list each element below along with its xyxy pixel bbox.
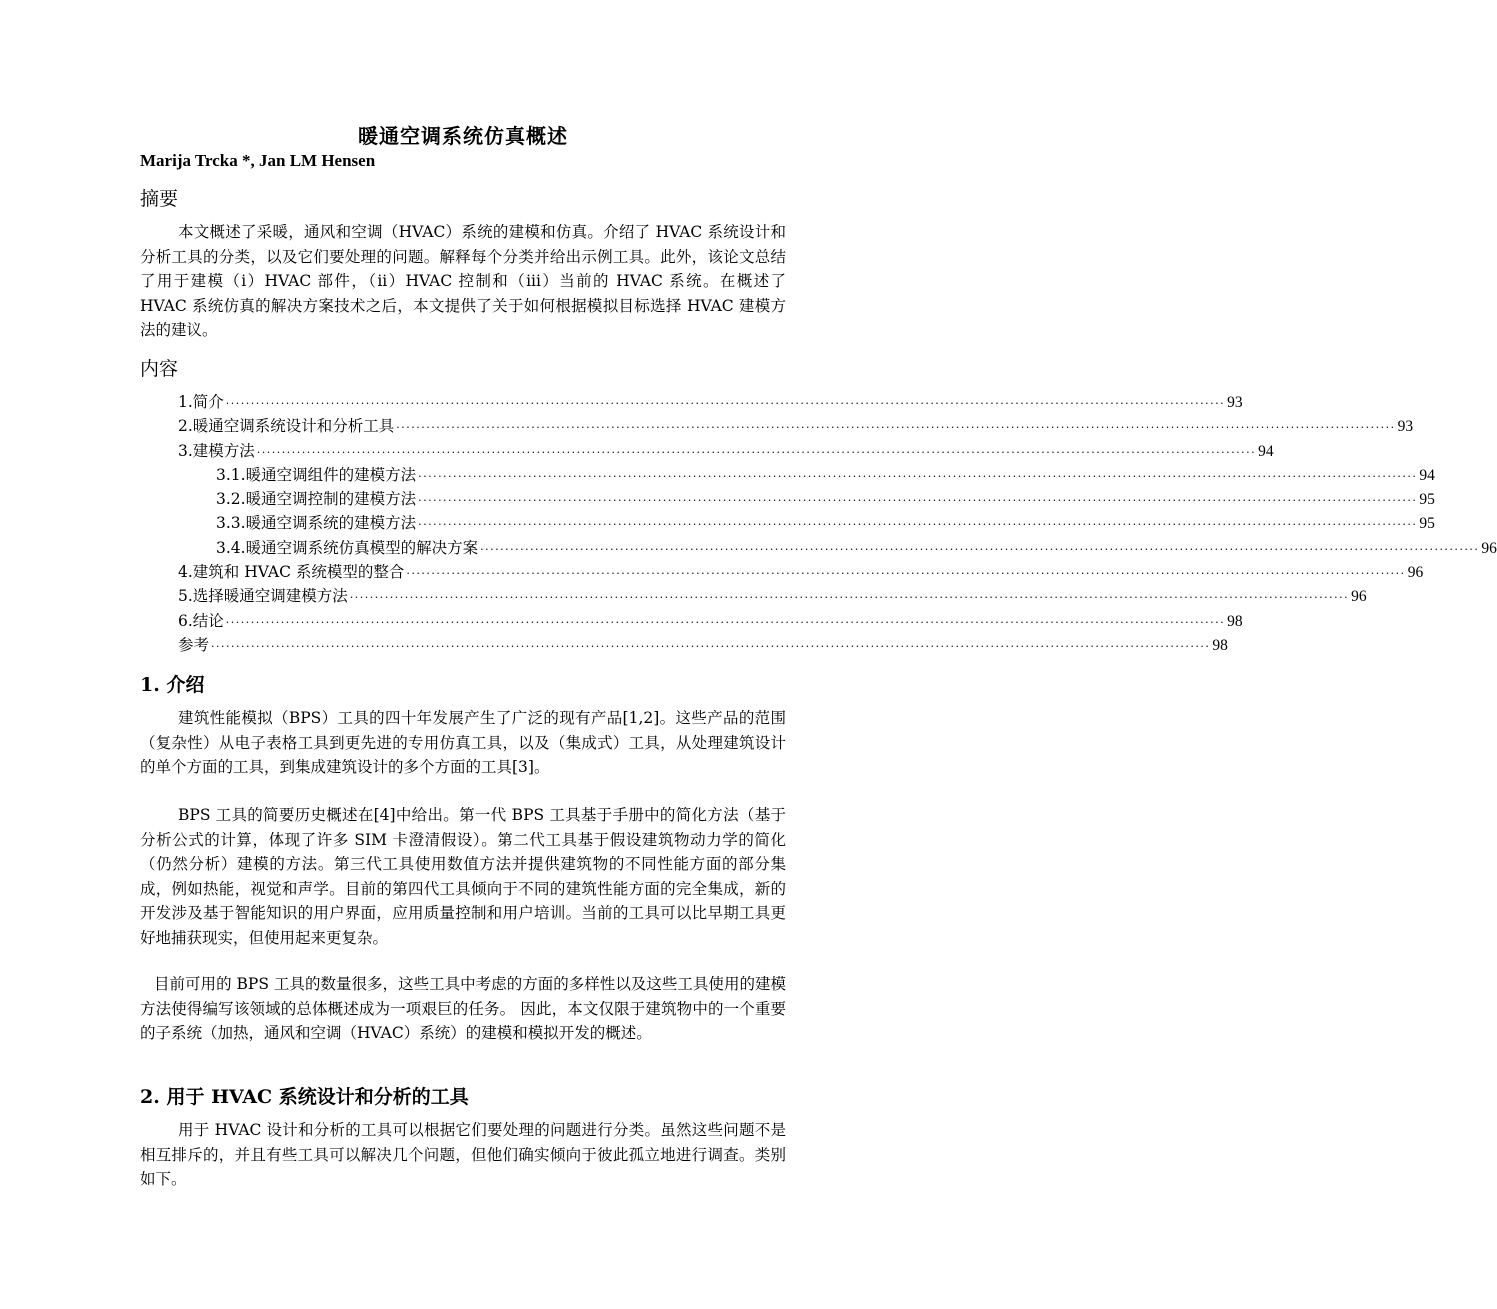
toc-leader-dots: ········································································································································································································ — [256, 445, 1257, 459]
toc-entry-page: 94 — [1258, 442, 1274, 460]
toc-leader-dots: ········································································································································································································ — [349, 591, 1350, 605]
toc-entry-label: 3.1.暖通空调组件的建模方法 — [216, 465, 417, 484]
toc-entry — [178, 414, 1414, 438]
toc-entry-label: 3.3.暖通空调系统的建模方法 — [216, 514, 417, 533]
section-1-heading: 1. 介绍 — [140, 674, 205, 696]
toc-entry-label: 4.建筑和 HVAC 系统模型的整合 — [178, 563, 405, 582]
toc-entry-label: 3.建模方法 — [178, 441, 255, 460]
toc-entry-label: 6.结论 — [178, 611, 224, 630]
toc-leader-dots: ········································································································································································································ — [418, 518, 1418, 532]
toc-entry — [178, 633, 1228, 657]
toc-entry-label: 1.简介 — [178, 393, 224, 411]
toc-leader-dots: ········································································································································································································ — [396, 421, 1396, 435]
toc-leader-dots: ········································································································································································································ — [406, 567, 1406, 581]
toc-entry-page: 98 — [1227, 612, 1243, 630]
toc-entry-label: 3.4.暖通空调系统仿真模型的解决方案 — [216, 538, 479, 557]
toc-entry — [178, 439, 1274, 463]
toc-entry-label: 5.选择暖通空调建模方法 — [178, 587, 348, 606]
toc-entry — [178, 511, 1435, 535]
toc-entry — [178, 390, 1243, 414]
toc-leader-dots: ········································································································································································································ — [211, 639, 1211, 653]
toc-entry — [178, 584, 1367, 608]
toc-leader-dots: ········································································································································································································ — [480, 542, 1480, 556]
section-2-paragraph: 用于 HVAC 设计和分析的工具可以根据它们要处理的问题进行分类。虽然这些问题不是相互排斥的，并且有些工具可以解决几个问题，但他们确实倾向于彼此孤立地进行调查。类别如下。 — [140, 1121, 786, 1188]
toc-entry — [178, 560, 1424, 584]
section-2-heading: 2. 用于 HVAC 系统设计和分析的工具 — [140, 1086, 469, 1108]
toc-entry-label: 3.2.暖通空调控制的建模方法 — [216, 490, 417, 509]
toc-entry-page: 93 — [1397, 418, 1414, 436]
authors: Marija Trcka *, Jan LM Hensen — [140, 151, 376, 170]
toc-entry-page: 94 — [1419, 466, 1435, 484]
toc-entry-page: 95 — [1419, 515, 1435, 533]
toc-entry-page: 95 — [1419, 491, 1435, 509]
abstract-heading: 摘要 — [140, 188, 179, 210]
toc-entry-page: 96 — [1481, 539, 1497, 557]
toc-leader-dots: ········································································································································································································ — [225, 615, 1226, 629]
toc-leader-dots: ········································································································································································································ — [418, 494, 1418, 508]
toc-entry-label: 2.暖通空调系统设计和分析工具 — [178, 417, 395, 436]
toc-entry — [178, 536, 1497, 560]
toc-entry-label: 参考 — [178, 635, 210, 654]
toc-entry — [178, 463, 1435, 487]
abstract-text: 本文概述了采暖，通风和空调（HVAC）系统的建模和仿真。介绍了 HVAC 系统设计和分析工具的分类，以及它们要处理的问题。解释每个分类并给出示例工具。此外，该论文总结了用于建模（i）HVAC 部件，（ii）HVAC 控制和（iii）当前的 HVAC 系统。在概述了 HVAC 系统仿真的解决方案技术之后，本文提供了关于如何根据模拟目标选择 HVAC 建模方法的建议。 — [140, 223, 786, 339]
table-of-contents — [178, 390, 1497, 657]
section-1-paragraph-2: BPS 工具的简要历史概述在[4]中给出。第一代 BPS 工具基于手册中的简化方法（基于分析公式的计算，体现了许多 SIM 卡澄清假设）。第二代工具基于假设建筑物动力学的简化（仍然分析）建模的方法。第三代工具使用数值方法并提供建筑物的不同性能方面的部分集成，例如热能，视觉和声学。目前的第四代工具倾向于不同的建筑性能方面的完全集成，新的开发涉及基于智能知识的用户界面，应用质量控制和用户培训。当前的工具可以比早期工具更好地捕获现实，但使用起来更复杂。 — [140, 806, 786, 947]
toc-entry-page: 93 — [1227, 394, 1243, 411]
contents-heading: 内容 — [140, 358, 179, 380]
toc-entry — [178, 487, 1435, 511]
toc-leader-dots: ········································································································································································································ — [418, 469, 1418, 483]
paper-title: 暖通空调系统仿真概述 — [358, 124, 568, 148]
toc-entry — [178, 609, 1243, 633]
toc-leader-dots: ········································································································································································································ — [225, 397, 1226, 410]
toc-entry-page: 98 — [1212, 636, 1228, 654]
section-1-paragraph-3: 目前可用的 BPS 工具的数量很多，这些工具中考虑的方面的多样性以及这些工具使用的建模方法使得编写该领域的总体概述成为一项艰巨的任务。 因此，本文仅限于建筑物中的一个重要的子系统（加热，通风和空调（HVAC）系统）的建模和模拟开发的概述。 — [140, 975, 786, 1042]
toc-entry-page: 96 — [1407, 564, 1424, 582]
section-1-paragraph-1: 建筑性能模拟（BPS）工具的四十年发展产生了广泛的现有产品[1,2]。这些产品的范围（复杂性）从电子表格工具到更先进的专用仿真工具，以及（集成式）工具，从处理建筑设计的单个方面的工具，到集成建筑设计的多个方面的工具[3]。 — [140, 709, 786, 776]
toc-entry-page: 96 — [1351, 588, 1367, 606]
